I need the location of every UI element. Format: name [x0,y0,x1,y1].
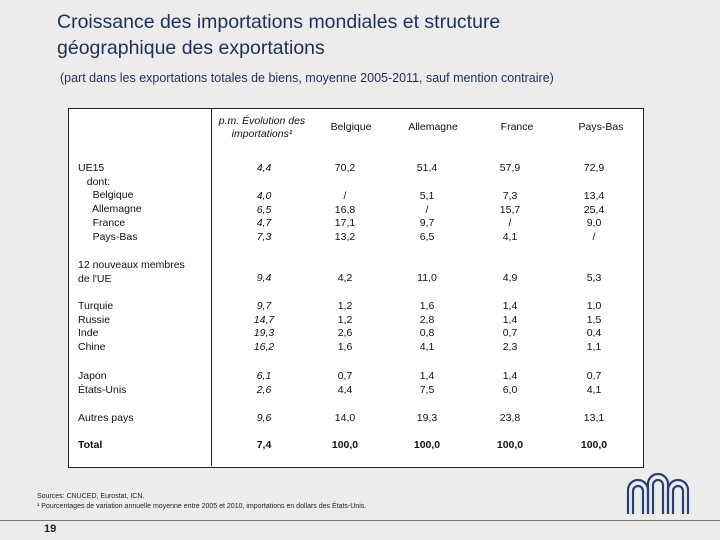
other-pays-bas: 13,1 [583,412,605,424]
total-allemagne: 100,0 [413,439,441,451]
emerging-france: 1,4 1,4 0,7 2,3 [502,300,518,354]
ue15-belgique: 70,2 [334,162,356,174]
slide-subtitle: (part dans les exportations totales de biens, moyenne 2005-2011, sauf mention contraire) [60,71,554,85]
header-pays-bas: Pays-Bas [578,121,624,133]
title-line-1: Croissance des importations mondiales et structure [57,11,501,33]
ue15-import-growth: 4,4 [256,162,272,174]
header-allemagne: Allemagne [408,121,458,133]
total-france: 100,0 [496,439,524,451]
row-label-nm12: 12 nouveaux membres de l'UE [78,259,185,285]
emerging-pays-bas: 1,0 1,5 0,4 1,1 [586,300,602,354]
jpus-import-growth: 6,1 2,6 [256,370,272,396]
row-labels-ue15: UE15 dont: Belgique Allemagne France Pays-Bas [78,162,142,243]
ue15-members-import-growth: 4,0 6,5 4,7 7,3 [256,190,272,244]
page-number: 19 [44,523,57,535]
header-france: France [500,121,534,133]
nm12-import-growth: 9,4 [256,272,272,284]
nbb-logo-icon [622,466,692,520]
title-line-2: géographique des exportations [57,37,325,59]
ue15-allemagne: 51,4 [416,162,438,174]
header-import-growth: p.m. Évolution des importations¹ [218,115,306,140]
emerging-import-growth: 9,7 14,7 19,3 16,2 [253,300,275,354]
row-label-total: Total [78,439,103,451]
ue15-members-allemagne: 5,1 / 9,7 6,5 [419,190,435,244]
jpus-france: 1,4 6,0 [502,370,518,396]
ue15-members-france: 7,3 15,7 / 4,1 [499,190,521,244]
row-labels-jpus: Japon États-Unis [78,370,127,396]
row-label-other: Autres pays [78,412,134,424]
ue15-members-pays-bas: 13,4 25,4 9,0 / [583,190,605,244]
other-france: 23,8 [499,412,521,424]
nm12-france: 4,9 [502,272,518,284]
slide-title [57,9,677,61]
total-pays-bas: 100,0 [580,439,608,451]
footer-divider [0,520,720,521]
jpus-pays-bas: 0,7 4,1 [586,370,602,396]
nm12-pays-bas: 5,3 [586,272,602,284]
emerging-allemagne: 1,6 2,8 0,8 4,1 [419,300,435,354]
footnote-line: ¹ Pourcentages de variation annuelle moyenne entre 2005 et 2010, importations en dollars des États-Unis. [37,503,367,510]
emerging-belgique: 1,2 1,2 2,6 1,6 [337,300,353,354]
nm12-belgique: 4,2 [337,272,353,284]
table-column-divider [211,108,212,466]
total-belgique: 100,0 [331,439,359,451]
jpus-belgique: 0,7 4,4 [337,370,353,396]
other-import-growth: 9,6 [256,412,272,424]
sources-note [37,492,366,512]
total-import-growth: 7,4 [256,439,272,451]
other-belgique: 14,0 [334,412,356,424]
header-belgique: Belgique [330,121,372,133]
other-allemagne: 19,3 [416,412,438,424]
ue15-members-belgique: / 16,8 17,1 13,2 [334,190,356,244]
nm12-allemagne: 11,0 [417,272,437,284]
ue15-france: 57,9 [499,162,521,174]
ue15-pays-bas: 72,9 [583,162,605,174]
sources-line: Sources: CNUCED, Eurostat, ICN. [37,493,145,500]
jpus-allemagne: 1,4 7,5 [419,370,435,396]
row-labels-emerging: Turquie Russie Inde Chine [78,300,114,354]
